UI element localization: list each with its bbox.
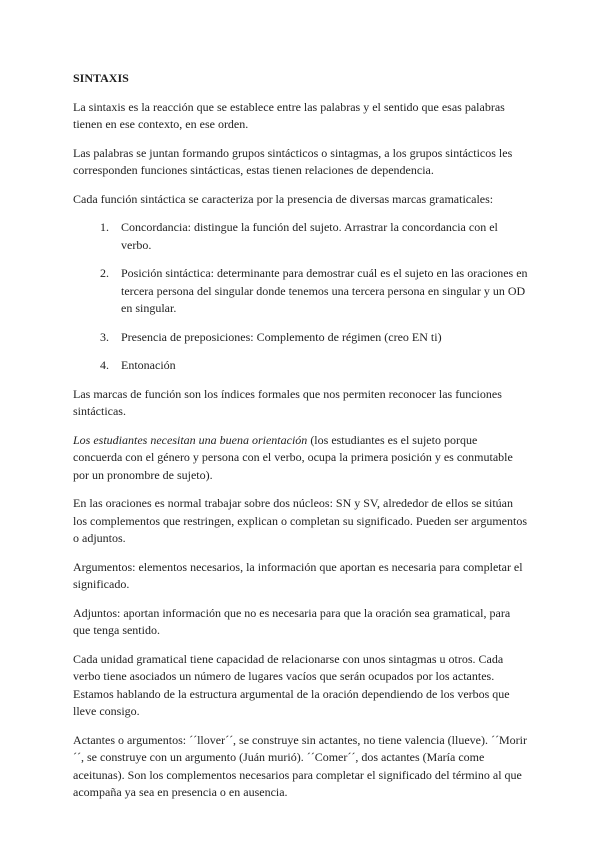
paragraph-intro-3: Cada función sintáctica se caracteriza por la presencia de diversas marcas gramaticales: (73, 191, 494, 206)
list-number: 1. (100, 220, 109, 234)
paragraph-nucleos: En las oraciones es normal trabajar sobre dos núcleos: SN y SV, alrededor de ellos se sitúan los complementos que restringen, explican o completan su significado. Pueden ser argumentos o adjuntos. (73, 496, 528, 545)
list-text: Concordancia: distingue la función del sujeto. Arrastrar la concordancia con el verbo. (121, 220, 498, 252)
example-sentence: Los estudiantes necesitan una buena orientación (73, 432, 308, 447)
list-item (73, 265, 528, 318)
list-number: 2. (100, 266, 109, 280)
list-item (73, 357, 528, 375)
list-number: 3. (100, 329, 109, 344)
paragraph-unidad: Cada unidad gramatical tiene capacidad de relacionarse con unos sintagmas u otros. Cada verbo tiene asociados un número de lugares vacíos que serán ocupados por los actantes. Estamos hablando de la estructura argumental de la oración dependiendo de los verbos que lleve consigo. (73, 651, 510, 718)
paragraph-marcas: Las marcas de función son los índices formales que nos permiten reconocer las funciones sintácticas. (73, 386, 502, 418)
paragraph-intro-2: Las palabras se juntan formando grupos sintácticos o sintagmas, a los grupos sintácticos les corresponden funciones sintácticas, estas tienen relaciones de dependencia. (73, 145, 513, 177)
paragraph-intro-1: La sintaxis es la reacción que se establece entre las palabras y el sentido que esas palabras tienen en ese contexto, en ese orden. (73, 99, 505, 131)
paragraph-actantes: Actantes o argumentos: ´´llover´´, se construye sin actantes, no tiene valencia (llueve). ´´Morir´´, se construye con un argumento (Juán murió). ´´Comer´´, dos actantes (María come aceitunas). Son los complementos necesarios para completar el significado del término al que acompaña ya sea en presencia o en ausencia. (73, 732, 527, 799)
paragraph-adjuntos: Adjuntos: aportan información que no es necesaria para que la oración sea gramatical, para que tenga sentido. (73, 605, 511, 637)
list-text: Presencia de preposiciones: Complemento de régimen (creo EN ti) (121, 329, 442, 344)
list-text: Posición sintáctica: determinante para demostrar cuál es el sujeto en las oraciones en tercera persona del singular donde tenemos una tercera persona en singular y un OD en singular. (121, 266, 528, 315)
marcas-list (73, 219, 528, 375)
document-title: SINTAXIS (73, 71, 129, 85)
paragraph-argumentos: Argumentos: elementos necesarios, la información que aportan es necesaria para completar el significado. (73, 559, 523, 591)
list-number: 4. (100, 358, 109, 372)
example-explanation: (los estudiantes es el sujeto porque concuerda con el género y persona con el verbo, ocupa la primera posición y es conmutable por un pronombre de sujeto). (73, 432, 513, 482)
list-text: Entonación (121, 358, 176, 372)
document-page (73, 70, 528, 813)
list-item (73, 329, 528, 347)
list-item (73, 219, 528, 254)
paragraph-example (73, 432, 528, 485)
